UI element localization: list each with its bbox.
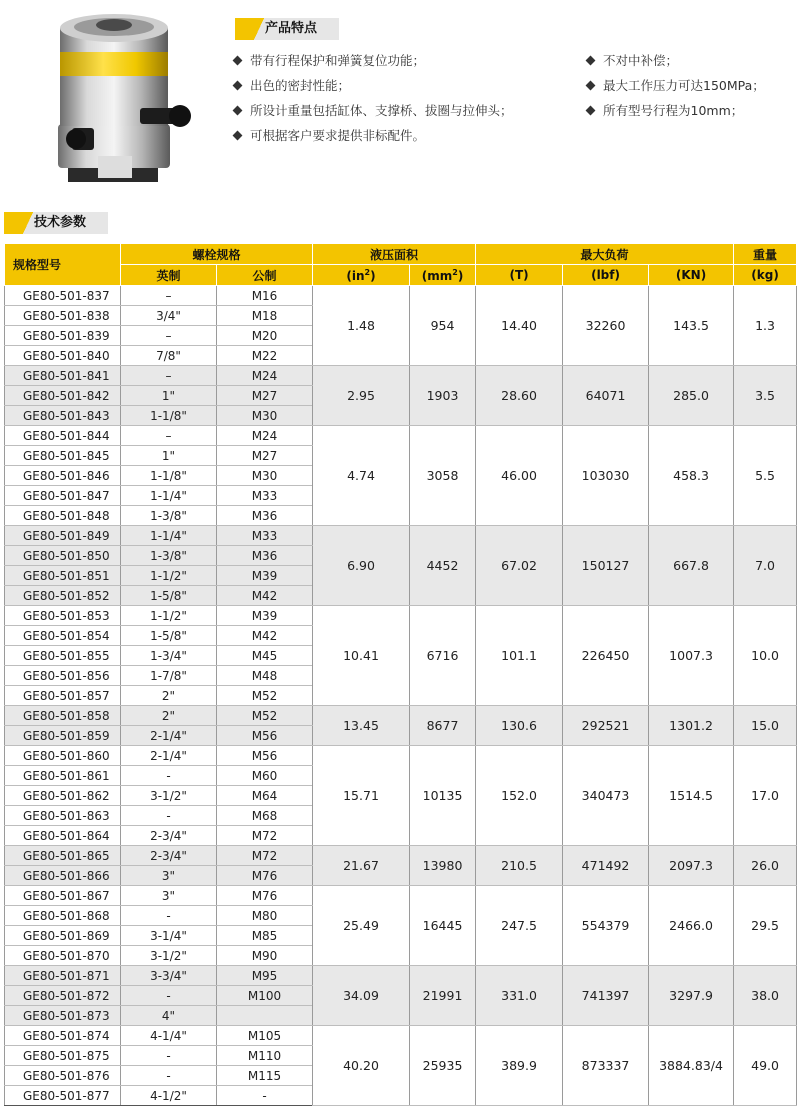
cell-bolt-imperial: – [121, 426, 217, 446]
feature-item: 带有行程保护和弹簧复位功能； [232, 52, 513, 77]
cell-load-kn: 1514.5 [649, 746, 734, 846]
spec-group [5, 366, 797, 426]
cell-bolt-metric: M42 [217, 626, 313, 646]
cell-area-in: 6.90 [313, 526, 410, 606]
cell-bolt-metric: M64 [217, 786, 313, 806]
cell-model: GE80-501-865 [5, 846, 121, 866]
cell-model: GE80-501-853 [5, 606, 121, 626]
spec-group [5, 426, 797, 526]
cell-bolt-imperial: - [121, 806, 217, 826]
cell-load-lbf: 150127 [563, 526, 649, 606]
header-bolt-imperial: 英制 [121, 265, 217, 286]
cell-load-t: 28.60 [476, 366, 563, 426]
cell-model: GE80-501-877 [5, 1086, 121, 1106]
tech-header [4, 212, 108, 234]
cell-model: GE80-501-847 [5, 486, 121, 506]
cell-weight: 17.0 [734, 746, 797, 846]
cell-bolt-metric: M90 [217, 946, 313, 966]
cell-area-mm: 954 [410, 286, 476, 366]
cell-bolt-imperial: - [121, 906, 217, 926]
table-row [5, 1026, 797, 1046]
cell-load-lbf: 32260 [563, 286, 649, 366]
cell-load-kn: 285.0 [649, 366, 734, 426]
cell-weight: 3.5 [734, 366, 797, 426]
cell-load-lbf: 226450 [563, 606, 649, 706]
cell-bolt-imperial: - [121, 986, 217, 1006]
cell-area-in: 34.09 [313, 966, 410, 1026]
features-header [235, 18, 339, 40]
cell-area-mm: 21991 [410, 966, 476, 1026]
cell-area-in: 1.48 [313, 286, 410, 366]
cell-model: GE80-501-868 [5, 906, 121, 926]
cell-model: GE80-501-874 [5, 1026, 121, 1046]
cell-load-kn: 2097.3 [649, 846, 734, 886]
cell-area-mm: 6716 [410, 606, 476, 706]
cell-model: GE80-501-872 [5, 986, 121, 1006]
cell-load-lbf: 471492 [563, 846, 649, 886]
cell-bolt-metric: M30 [217, 466, 313, 486]
cell-load-lbf: 103030 [563, 426, 649, 526]
cell-weight: 15.0 [734, 706, 797, 746]
cell-load-lbf: 873337 [563, 1026, 649, 1106]
cell-load-kn: 3884.83/4 [649, 1026, 734, 1106]
cell-load-lbf: 64071 [563, 366, 649, 426]
cell-bolt-metric: M45 [217, 646, 313, 666]
spec-group [5, 746, 797, 846]
cell-load-t: 14.40 [476, 286, 563, 366]
cell-model: GE80-501-854 [5, 626, 121, 646]
cell-bolt-metric: M24 [217, 426, 313, 446]
cell-area-mm: 8677 [410, 706, 476, 746]
cell-bolt-imperial: - [121, 1066, 217, 1086]
cell-bolt-imperial: 2" [121, 686, 217, 706]
features-list-left [232, 52, 513, 152]
feature-item: 出色的密封性能； [232, 77, 513, 102]
cell-bolt-metric: M52 [217, 706, 313, 726]
cell-weight: 10.0 [734, 606, 797, 706]
feature-item: 不对中补偿； [585, 52, 765, 77]
cell-bolt-metric: M39 [217, 566, 313, 586]
tech-title: 技术参数 [34, 215, 87, 230]
cell-model: GE80-501-848 [5, 506, 121, 526]
cell-model: GE80-501-875 [5, 1046, 121, 1066]
spec-group [5, 966, 797, 1026]
cell-bolt-imperial: 1-5/8" [121, 586, 217, 606]
cell-load-t: 67.02 [476, 526, 563, 606]
cell-bolt-metric: M33 [217, 526, 313, 546]
cell-bolt-imperial: 1-1/2" [121, 606, 217, 626]
cell-bolt-metric: M18 [217, 306, 313, 326]
cell-area-mm: 3058 [410, 426, 476, 526]
header-bolt: 螺栓规格 [121, 244, 313, 265]
cell-area-mm: 16445 [410, 886, 476, 966]
cell-model: GE80-501-844 [5, 426, 121, 446]
cell-area-mm: 10135 [410, 746, 476, 846]
cell-load-kn: 143.5 [649, 286, 734, 366]
cell-weight: 1.3 [734, 286, 797, 366]
header-load-kn: (KN) [649, 265, 734, 286]
feature-item: 所有型号行程为10mm； [585, 102, 765, 127]
feature-item: 可根据客户要求提供非标配件。 [232, 127, 513, 152]
cell-load-t: 152.0 [476, 746, 563, 846]
cell-load-kn: 2466.0 [649, 886, 734, 966]
cell-load-t: 46.00 [476, 426, 563, 526]
cell-model: GE80-501-873 [5, 1006, 121, 1026]
cell-bolt-metric: M60 [217, 766, 313, 786]
cell-bolt-metric: M42 [217, 586, 313, 606]
cell-bolt-imperial: 4" [121, 1006, 217, 1026]
cell-load-t: 130.6 [476, 706, 563, 746]
cell-bolt-imperial: 2-3/4" [121, 826, 217, 846]
cell-load-lbf: 554379 [563, 886, 649, 966]
cell-load-t: 389.9 [476, 1026, 563, 1106]
cell-bolt-metric: M27 [217, 446, 313, 466]
cell-bolt-imperial: 1-3/4" [121, 646, 217, 666]
cell-bolt-metric: M16 [217, 286, 313, 306]
cell-load-kn: 1301.2 [649, 706, 734, 746]
table-row [5, 966, 797, 986]
cell-model: GE80-501-871 [5, 966, 121, 986]
cell-model: GE80-501-850 [5, 546, 121, 566]
cell-load-kn: 1007.3 [649, 606, 734, 706]
table-row [5, 286, 797, 306]
spec-group [5, 886, 797, 966]
header-area-in: $(in^2)$ [313, 265, 410, 286]
cell-load-t: 210.5 [476, 846, 563, 886]
cell-bolt-imperial: 2-1/4" [121, 746, 217, 766]
header-load: 最大负荷 [476, 244, 734, 265]
features-list-right [585, 52, 765, 127]
cell-bolt-imperial: 1-3/8" [121, 506, 217, 526]
cell-bolt-imperial: 3/4" [121, 306, 217, 326]
cell-bolt-imperial: 4-1/4" [121, 1026, 217, 1046]
cell-bolt-metric: M100 [217, 986, 313, 1006]
cell-area-in: 13.45 [313, 706, 410, 746]
cell-weight: 7.0 [734, 526, 797, 606]
cell-bolt-imperial: 2-3/4" [121, 846, 217, 866]
feature-item: 所设计重量包括缸体、支撑桥、拔圈与拉伸头； [232, 102, 513, 127]
cell-model: GE80-501-838 [5, 306, 121, 326]
table-row [5, 366, 797, 386]
cell-model: GE80-501-849 [5, 526, 121, 546]
table-row [5, 846, 797, 866]
cell-model: GE80-501-837 [5, 286, 121, 306]
cell-load-t: 101.1 [476, 606, 563, 706]
cell-model: GE80-501-846 [5, 466, 121, 486]
cell-bolt-metric: M76 [217, 866, 313, 886]
cell-model: GE80-501-861 [5, 766, 121, 786]
cell-load-lbf: 292521 [563, 706, 649, 746]
cell-model: GE80-501-839 [5, 326, 121, 346]
cell-model: GE80-501-852 [5, 586, 121, 606]
cell-bolt-metric: M56 [217, 746, 313, 766]
cell-bolt-imperial: 1" [121, 446, 217, 466]
cell-area-in: 15.71 [313, 746, 410, 846]
cell-bolt-imperial: 1-1/2" [121, 566, 217, 586]
table-row [5, 426, 797, 446]
cell-model: GE80-501-870 [5, 946, 121, 966]
header-weight-unit: (kg) [734, 265, 797, 286]
cell-model: GE80-501-845 [5, 446, 121, 466]
cell-model: GE80-501-866 [5, 866, 121, 886]
cell-load-kn: 458.3 [649, 426, 734, 526]
cell-bolt-metric: M20 [217, 326, 313, 346]
cell-load-kn: 3297.9 [649, 966, 734, 1026]
spec-table [4, 243, 797, 1106]
cell-bolt-metric: M52 [217, 686, 313, 706]
cell-bolt-metric: M36 [217, 506, 313, 526]
feature-item: 最大工作压力可达150MPa； [585, 77, 765, 102]
cell-bolt-imperial: – [121, 366, 217, 386]
cell-bolt-metric: M115 [217, 1066, 313, 1086]
cell-bolt-metric: M68 [217, 806, 313, 826]
spec-group [5, 606, 797, 706]
cell-model: GE80-501-876 [5, 1066, 121, 1086]
cell-bolt-imperial: - [121, 1046, 217, 1066]
cell-area-in: 40.20 [313, 1026, 410, 1106]
cell-bolt-imperial: 3-1/2" [121, 946, 217, 966]
cell-bolt-imperial: 3-3/4" [121, 966, 217, 986]
cell-bolt-metric [217, 1006, 313, 1026]
cell-model: GE80-501-851 [5, 566, 121, 586]
cell-bolt-imperial: – [121, 326, 217, 346]
features-title: 产品特点 [265, 21, 318, 36]
cell-weight: 38.0 [734, 966, 797, 1026]
header-load-t: (T) [476, 265, 563, 286]
cell-area-in: 25.49 [313, 886, 410, 966]
cell-model: GE80-501-857 [5, 686, 121, 706]
cell-bolt-metric: M36 [217, 546, 313, 566]
cell-bolt-imperial: 7/8" [121, 346, 217, 366]
cell-weight: 29.5 [734, 886, 797, 966]
cell-area-mm: 4452 [410, 526, 476, 606]
cell-bolt-imperial: - [121, 766, 217, 786]
cell-bolt-metric: M22 [217, 346, 313, 366]
cell-weight: 26.0 [734, 846, 797, 886]
table-row [5, 706, 797, 726]
cell-weight: 5.5 [734, 426, 797, 526]
cell-bolt-metric: M39 [217, 606, 313, 626]
header-load-lbf: (lbf) [563, 265, 649, 286]
table-row [5, 526, 797, 546]
header-bolt-metric: 公制 [217, 265, 313, 286]
cell-area-in: 4.74 [313, 426, 410, 526]
cell-model: GE80-501-856 [5, 666, 121, 686]
cell-model: GE80-501-869 [5, 926, 121, 946]
cell-bolt-metric: M33 [217, 486, 313, 506]
cell-bolt-metric: M110 [217, 1046, 313, 1066]
cell-area-in: 21.67 [313, 846, 410, 886]
cell-bolt-metric: M48 [217, 666, 313, 686]
cell-bolt-imperial: 2-1/4" [121, 726, 217, 746]
header-area-mm: $(mm^2)$ [410, 265, 476, 286]
cell-load-kn: 667.8 [649, 526, 734, 606]
cell-bolt-imperial: 1-7/8" [121, 666, 217, 686]
cell-model: GE80-501-843 [5, 406, 121, 426]
cell-model: GE80-501-859 [5, 726, 121, 746]
cell-model: GE80-501-840 [5, 346, 121, 366]
cell-model: GE80-501-842 [5, 386, 121, 406]
cell-bolt-imperial: 4-1/2" [121, 1086, 217, 1106]
cell-area-mm: 13980 [410, 846, 476, 886]
spec-group [5, 706, 797, 746]
product-image [40, 6, 195, 191]
table-row [5, 746, 797, 766]
cell-weight: 49.0 [734, 1026, 797, 1106]
cell-bolt-metric: M72 [217, 826, 313, 846]
cell-bolt-metric: M27 [217, 386, 313, 406]
cell-bolt-metric: M95 [217, 966, 313, 986]
cell-load-t: 247.5 [476, 886, 563, 966]
cell-bolt-imperial: 2" [121, 706, 217, 726]
header-weight: 重量 [734, 244, 797, 265]
cell-model: GE80-501-864 [5, 826, 121, 846]
cell-bolt-imperial: 3-1/2" [121, 786, 217, 806]
cell-load-lbf: 340473 [563, 746, 649, 846]
cell-model: GE80-501-867 [5, 886, 121, 906]
cell-bolt-imperial: 3" [121, 866, 217, 886]
spec-group [5, 526, 797, 606]
cell-model: GE80-501-860 [5, 746, 121, 766]
cell-load-lbf: 741397 [563, 966, 649, 1026]
table-row [5, 886, 797, 906]
spec-group [5, 846, 797, 886]
cell-model: GE80-501-863 [5, 806, 121, 826]
table-row [5, 606, 797, 626]
cell-bolt-metric: - [217, 1086, 313, 1106]
cell-bolt-imperial: 1-1/4" [121, 486, 217, 506]
cell-area-mm: 1903 [410, 366, 476, 426]
cell-area-in: 10.41 [313, 606, 410, 706]
spec-group [5, 286, 797, 366]
cell-bolt-imperial: 1-5/8" [121, 626, 217, 646]
cell-area-mm: 25935 [410, 1026, 476, 1106]
cell-bolt-imperial: 1" [121, 386, 217, 406]
spec-group [5, 1026, 797, 1106]
cell-bolt-imperial: 1-1/4" [121, 526, 217, 546]
cell-bolt-metric: M80 [217, 906, 313, 926]
cell-bolt-imperial: 3-1/4" [121, 926, 217, 946]
cell-bolt-metric: M56 [217, 726, 313, 746]
cell-model: GE80-501-855 [5, 646, 121, 666]
cell-bolt-metric: M30 [217, 406, 313, 426]
cell-bolt-imperial: 1-1/8" [121, 466, 217, 486]
cell-bolt-metric: M24 [217, 366, 313, 386]
cell-bolt-imperial: 1-1/8" [121, 406, 217, 426]
cell-model: GE80-501-841 [5, 366, 121, 386]
cell-bolt-metric: M76 [217, 886, 313, 906]
cell-bolt-metric: M85 [217, 926, 313, 946]
cell-load-t: 331.0 [476, 966, 563, 1026]
header-model: 规格型号 [5, 244, 121, 286]
cell-bolt-metric: M105 [217, 1026, 313, 1046]
cell-bolt-imperial: – [121, 286, 217, 306]
cell-model: GE80-501-858 [5, 706, 121, 726]
header-area: 液压面积 [313, 244, 476, 265]
cell-area-in: 2.95 [313, 366, 410, 426]
cell-model: GE80-501-862 [5, 786, 121, 806]
cell-bolt-metric: M72 [217, 846, 313, 866]
cell-bolt-imperial: 1-3/8" [121, 546, 217, 566]
cell-bolt-imperial: 3" [121, 886, 217, 906]
